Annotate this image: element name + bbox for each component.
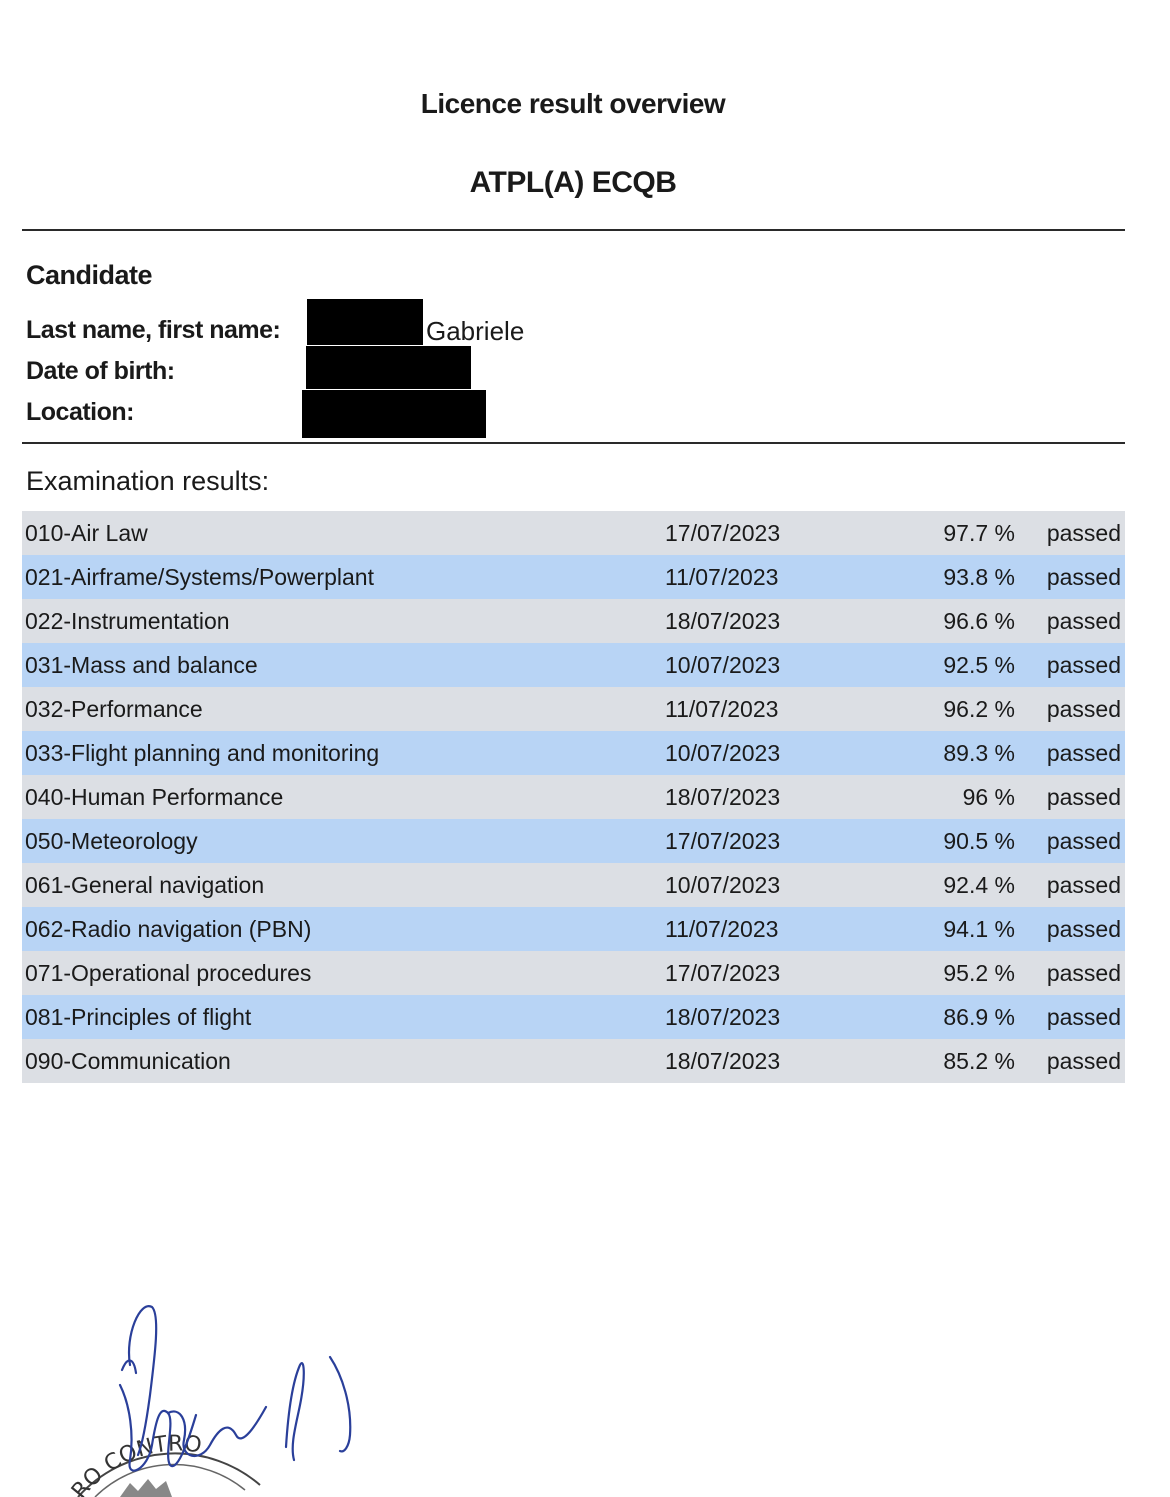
status-cell: passed (1046, 607, 1121, 634)
status-cell: passed (1046, 1003, 1121, 1030)
status-cell: passed (1046, 959, 1121, 986)
subject-cell: 010-Air Law (25, 519, 148, 546)
status-cell: passed (1046, 783, 1121, 810)
status-cell: passed (1046, 1047, 1121, 1074)
date-cell: 11/07/2023 (665, 695, 779, 722)
status-cell: passed (1046, 651, 1121, 678)
subject-cell: 032-Performance (25, 695, 203, 722)
top-divider (22, 229, 1125, 231)
score-cell: 85.2 % (943, 1047, 1015, 1074)
result-row (22, 775, 1125, 819)
score-cell: 96.2 % (943, 695, 1015, 722)
date-cell: 17/07/2023 (665, 827, 781, 854)
status-cell: passed (1046, 827, 1121, 854)
subject-cell: 062-Radio navigation (PBN) (25, 915, 312, 942)
official-stamp (67, 1431, 260, 1497)
subject-cell: 061-General navigation (25, 871, 265, 898)
score-cell: 90.5 % (943, 827, 1015, 854)
score-cell: 94.1 % (943, 915, 1015, 942)
middle-divider (22, 442, 1125, 444)
date-cell: 10/07/2023 (665, 739, 781, 766)
score-cell: 96.6 % (943, 607, 1015, 634)
subject-cell: 022-Instrumentation (25, 607, 230, 634)
score-cell: 92.5 % (943, 651, 1015, 678)
document-subtitle: ATPL(A) ECQB (469, 166, 677, 199)
date-cell: 11/07/2023 (665, 563, 779, 590)
status-cell: passed (1046, 563, 1121, 590)
score-cell: 95.2 % (943, 959, 1015, 986)
result-row (22, 511, 1125, 555)
status-cell: passed (1046, 915, 1121, 942)
first-name-value: Gabriele (426, 316, 525, 346)
status-cell: passed (1046, 871, 1121, 898)
date-cell: 18/07/2023 (665, 1003, 781, 1030)
date-cell: 10/07/2023 (665, 871, 781, 898)
result-row (22, 863, 1125, 907)
stamp-text-path: RO CONTRO (67, 1431, 203, 1497)
date-cell: 10/07/2023 (665, 651, 781, 678)
score-cell: 93.8 % (943, 563, 1015, 590)
location-redaction (302, 390, 486, 438)
subject-cell: 021-Airframe/Systems/Powerplant (25, 563, 374, 590)
last-name-redaction (307, 299, 423, 345)
name-label: Last name, first name: (26, 316, 281, 344)
score-cell: 92.4 % (943, 871, 1015, 898)
date-cell: 17/07/2023 (665, 959, 781, 986)
document-title: Licence result overview (420, 88, 726, 119)
score-cell: 86.9 % (943, 1003, 1015, 1030)
result-row (22, 995, 1125, 1039)
score-cell: 96 % (962, 783, 1015, 810)
subject-cell: 040-Human Performance (25, 783, 284, 810)
subject-cell: 033-Flight planning and monitoring (25, 739, 380, 766)
results-table (22, 511, 1125, 1083)
result-row (22, 1039, 1125, 1083)
status-cell: passed (1046, 519, 1121, 546)
date-cell: 11/07/2023 (665, 915, 779, 942)
candidate-section-heading: Candidate (26, 260, 153, 290)
date-cell: 18/07/2023 (665, 783, 781, 810)
result-row (22, 643, 1125, 687)
results-table-body (22, 511, 1125, 1083)
date-cell: 18/07/2023 (665, 607, 781, 634)
date-cell: 18/07/2023 (665, 1047, 781, 1074)
date-of-birth-redaction (306, 346, 471, 389)
examination-results-heading: Examination results: (26, 466, 270, 496)
result-row (22, 555, 1125, 599)
status-cell: passed (1046, 739, 1121, 766)
date-of-birth-label: Date of birth: (26, 357, 175, 385)
result-row (22, 731, 1125, 775)
date-cell: 17/07/2023 (665, 519, 781, 546)
subject-cell: 081-Principles of flight (25, 1003, 252, 1030)
subject-cell: 090-Communication (25, 1047, 231, 1074)
score-cell: 89.3 % (943, 739, 1015, 766)
status-cell: passed (1046, 695, 1121, 722)
score-cell: 97.7 % (943, 519, 1015, 546)
result-row (22, 907, 1125, 951)
result-row (22, 951, 1125, 995)
location-label: Location: (26, 398, 134, 426)
signature-and-stamp (60, 1295, 380, 1497)
subject-cell: 031-Mass and balance (25, 651, 258, 678)
subject-cell: 071-Operational procedures (25, 959, 312, 986)
subject-cell: 050-Meteorology (25, 827, 198, 854)
result-row (22, 819, 1125, 863)
result-row (22, 599, 1125, 643)
result-row (22, 687, 1125, 731)
